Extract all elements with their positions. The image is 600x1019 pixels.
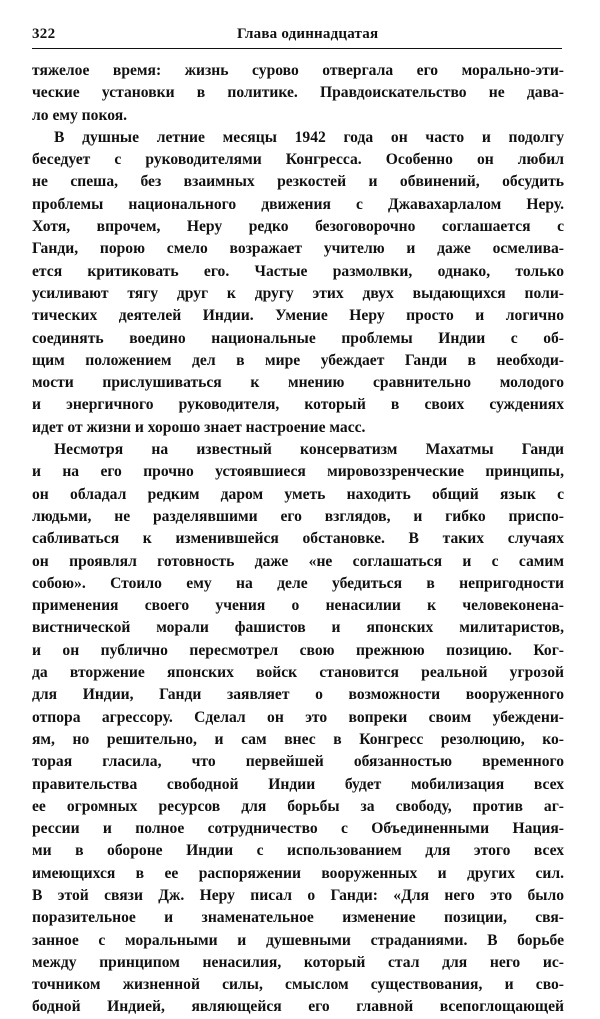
body-text	[32, 60, 564, 1019]
text-line: ее огромных ресурсов для борьбы за свободу, против аг-	[32, 797, 564, 815]
text-line: применения своего учения о ненасилии к человеконена-	[32, 597, 564, 615]
text-line: вистнической морали фашистов и японских милитаристов,	[32, 619, 564, 637]
text-line: отпора агрессору. Сделал он это вопреки своим убеждени-	[32, 708, 564, 726]
text-line: проблемы национального движения с Джавахарлалом Неру.	[32, 195, 564, 213]
text-line: ется критиковать его. Частые размолвки, однако, только	[32, 262, 564, 280]
text-line: бодной Индией, являющейся его главной всепоглощающей	[32, 998, 564, 1016]
text-line: ческие установки в политике. Правдоискательство не дава-	[32, 84, 564, 102]
text-line: торая гласила, что первейшей обязанностью временного	[32, 753, 564, 771]
text-line: для Индии, Ганди заявляет о возможности вооруженного	[32, 686, 564, 704]
text-line: да вторжение японских войск становится реальной угрозой	[32, 664, 564, 682]
text-line: соединять воедино национальные проблемы Индии с об-	[32, 329, 564, 347]
text-line: тических деятелей Индии. Умение Неру просто и логично	[32, 307, 564, 325]
text-line: щим положением дел в мире убеждает Ганди в необходи-	[32, 351, 564, 369]
running-head	[32, 26, 562, 49]
text-line: беседует с руководителями Конгресса. Особенно он любил	[32, 151, 564, 169]
text-line: поразительное и знаменательное изменение позиции, свя-	[32, 909, 564, 927]
text-line: занное с моральными и душевными страданиями. В борьбе	[32, 931, 564, 949]
text-line: ям, но решительно, и сам внес в Конгресс резолюцию, ко-	[32, 730, 564, 748]
text-line: В душные летние месяцы 1942 года он часто и подолгу	[54, 128, 564, 146]
text-line: между принципом ненасилия, который стал для него ис-	[32, 953, 564, 971]
text-line: он обладал редким даром уметь находить общий язык с	[32, 485, 564, 503]
page-number: 322	[32, 26, 56, 42]
text-line: и он публично пересмотрел свою прежнюю позицию. Ког-	[32, 641, 564, 659]
text-line: правительства свободной Индии будет мобилизация всех	[32, 775, 564, 793]
text-line: ло ему покоя.	[32, 106, 128, 124]
text-line: он проявлял готовность даже «не соглашаться и с самим	[32, 552, 564, 570]
text-line: ми в обороне Индии с использованием для этого всех	[32, 842, 564, 860]
text-line: рессии и полное сотрудничество с Объединенными Нация-	[32, 820, 564, 838]
text-line: и на его прочно устоявшиеся мировоззренческие принципы,	[32, 463, 564, 481]
text-line: сабливаться к изменившейся обстановке. В таких случаях	[32, 530, 564, 548]
chapter-title: Глава одиннадцатая	[237, 26, 379, 42]
text-line: В этой связи Дж. Неру писал о Ганди: «Для него это было	[32, 886, 564, 904]
text-line: людьми, не разделявшими его взглядов, и гибко приспо-	[32, 507, 564, 525]
text-line: мости прислушиваться к мнению сравнительно молодого	[32, 374, 564, 392]
text-line: имеющихся в ее распоряжении вооруженных и других сил.	[32, 864, 564, 882]
text-line: точником жизненной силы, смыслом существования, и сво-	[32, 976, 564, 994]
text-line: не спеша, без взаимных резкостей и обвинений, обсудить	[32, 173, 564, 191]
text-line: и энергичного руководителя, который в своих суждениях	[32, 396, 564, 414]
text-line: идет от жизни и хорошо знает настроение масс.	[32, 418, 366, 436]
text-line: Ганди, порою смело возражает учителю и даже осмелива-	[32, 240, 564, 258]
text-line: собою». Стоило ему на деле убедиться в непригодности	[32, 574, 564, 592]
text-line: Несмотря на известный консерватизм Махатмы Ганди	[54, 441, 564, 459]
text-line: усиливают тягу друг к другу этих двух выдающихся поли-	[32, 284, 564, 302]
text-line: тяжелое время: жизнь сурово отвергала его морально-эти-	[32, 62, 564, 79]
text-line: Хотя, впрочем, Неру редко безоговорочно соглашается с	[32, 218, 564, 236]
